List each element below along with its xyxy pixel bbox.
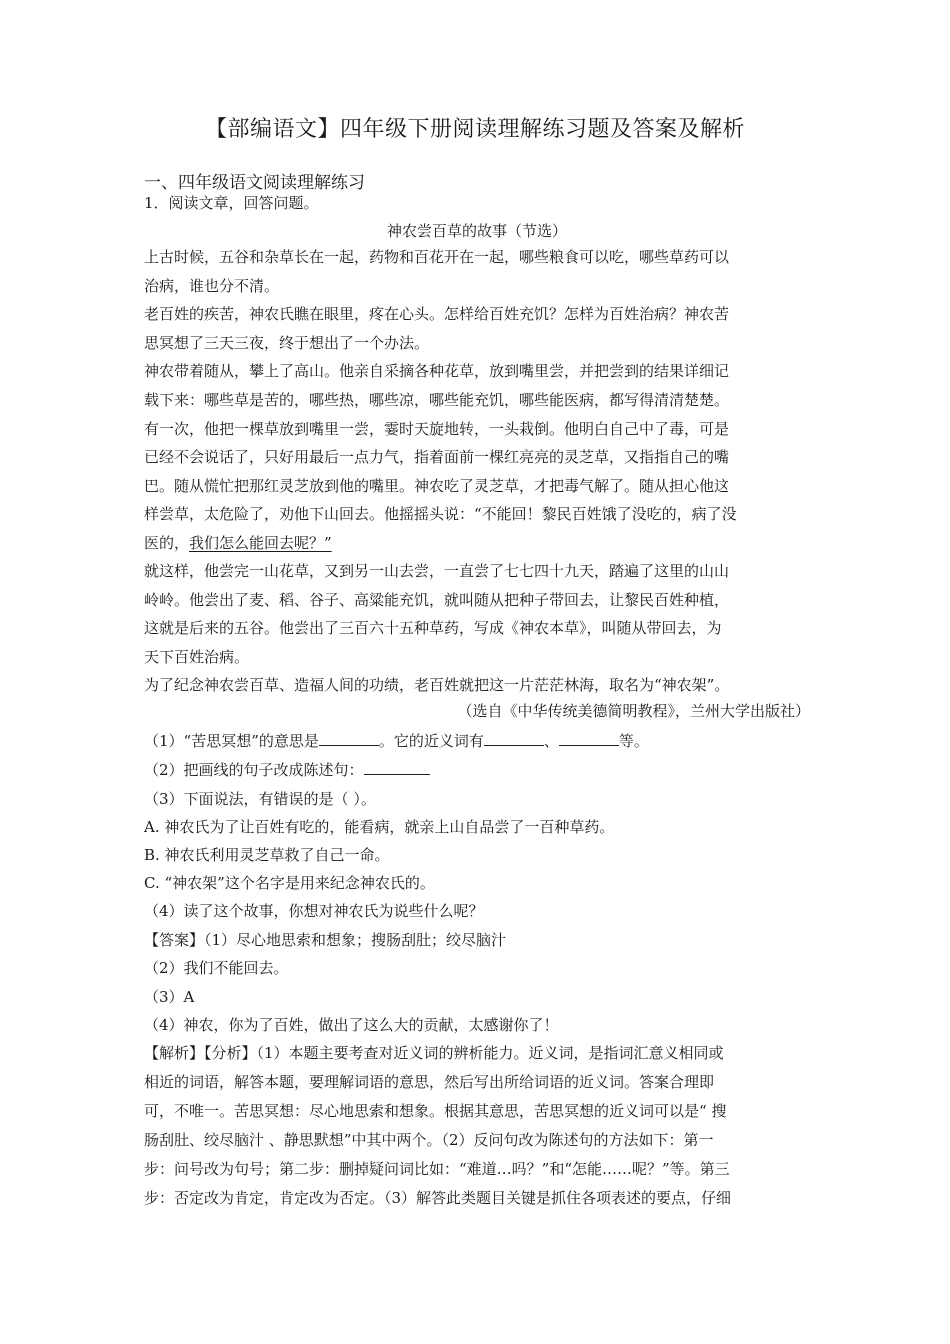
document-title: 【部编语文】四年级下册阅读理解练习题及答案及解析 xyxy=(204,117,745,142)
question-2 xyxy=(144,759,810,781)
analysis-line: 可，不唯一。苦思冥想：尽心地思索和想象。根据其意思，苦思冥想的近义词可以是“ 搜 xyxy=(144,1102,727,1120)
passage-source: （选自《中华传统美德简明教程》，兰州大学出版社） xyxy=(457,702,810,720)
question-1 xyxy=(144,730,810,752)
question-1-text-b: 。它的近义词有 xyxy=(378,732,484,750)
question-1-text-d: 等。 xyxy=(618,732,649,750)
passage-line: 为了纪念神农尝百草、造福人间的功绩，老百姓就把这一片茫茫林海，取名为“神农架”。 xyxy=(144,676,730,695)
passage-line: 巴。随从慌忙把那红灵芝放到他的嘴里。神农吃了灵芝草，才把毒气解了。随从担心他这 xyxy=(144,476,730,495)
answer-2: （2）我们不能回去。 xyxy=(144,959,289,977)
question-1-text: （1）“苦思冥想”的意思是 xyxy=(144,732,319,750)
passage-line: 老百姓的疾苦，神农氏瞧在眼里，疼在心头。怎样给百姓充饥？怎样为百姓治病？神农苦 xyxy=(144,305,730,324)
passage-line: 岭岭。他尝出了麦、稻、谷子、高粱能充饥，就叫随从把种子带回去，让黎民百姓种植， xyxy=(144,590,730,609)
section-heading: 一、四年级语文阅读理解练习 xyxy=(144,173,365,193)
passage-line: 已经不会说话了，只好用最后一点力气，指着面前一棵红亮亮的灵芝草，又指指自己的嘴 xyxy=(144,448,730,467)
answer-blank xyxy=(364,760,430,775)
passage-line: 思冥想了三天三夜，终于想出了一个办法。 xyxy=(144,333,430,352)
answer-blank xyxy=(319,731,379,746)
answer-1: 【答案】（1）尽心地思索和想象；搜肠刮肚；绞尽脑汁 xyxy=(144,931,507,949)
analysis-line: 【解析】【分析】（1）本题主要考查对近义词的辨析能力。近义词，是指词汇意义相同或 xyxy=(144,1044,724,1062)
passage-line-underlined xyxy=(144,532,810,554)
passage-line: 载下来：哪些草是苦的，哪些热，哪些凉，哪些能充饥，哪些能医病，都写得清清楚楚。 xyxy=(144,391,730,409)
question-1-text-c: 、 xyxy=(543,732,559,750)
answer-blank xyxy=(484,731,544,746)
analysis-line: 肠刮肚、绞尽脑汁 、静思默想”中其中两个。（2）反问句改为陈述句的方法如下：第一 xyxy=(144,1131,714,1149)
question-2-text: （2）把画线的句子改成陈述句： xyxy=(144,761,364,779)
passage-line: 有一次，他把一棵草放到嘴里一尝，霎时天旋地转，一头栽倒。他明白自己中了毒，可是 xyxy=(144,419,730,438)
passage-line: 这就是后来的五谷。他尝出了三百六十五种草药，写成《神农本草》，叫随从带回去，为 xyxy=(144,619,722,638)
passage-line: 治病，谁也分不清。 xyxy=(144,276,280,295)
passage-line: 样尝草，太危险了，劝他下山回去。他摇摇头说：“不能回！黎民百姓饿了没吃的，病了没 xyxy=(144,505,737,524)
analysis-line: 步：问号改为句号；第二步：删掉疑问词比如：“难道…吗？”和“怎能……呢？”等。第三 xyxy=(144,1160,730,1178)
question-3: （3）下面说法，有错误的是（ ）。 xyxy=(144,790,376,808)
passage-line: 上古时候，五谷和杂草长在一起，药物和百花开在一起，哪些粮食可以吃，哪些草药可以 xyxy=(144,248,730,266)
analysis-line: 步：否定改为肯定，肯定改为否定。（3）解答此类题目关键是抓住各项表述的要点，仔细 xyxy=(144,1189,732,1207)
passage-line: 就这样，他尝完一山花草，又到另一山去尝，一直尝了七七四十九天，踏遍了这里的山山 xyxy=(144,562,730,580)
option-c: C. “神农架”这个名字是用来纪念神农氏的。 xyxy=(144,874,435,892)
answer-3: （3）A xyxy=(144,988,195,1006)
passage-line: 神农带着随从，攀上了高山。他亲自采摘各种花草，放到嘴里尝，并把尝到的结果详细记 xyxy=(144,362,730,381)
answer-4: （4）神农，你为了百姓，做出了这么大的贡献，太感谢你了！ xyxy=(144,1016,559,1034)
passage-line: 天下百姓治病。 xyxy=(144,647,250,666)
question-intro: 1．阅读文章，回答问题。 xyxy=(144,194,319,212)
question-4: （4）读了这个故事，你想对神农氏为说些什么呢？ xyxy=(144,902,484,920)
option-a: A. 神农氏为了让百姓有吃的，能看病，就亲上山自品尝了一百种草药。 xyxy=(144,818,615,836)
option-b: B. 神农氏利用灵芝草救了自己一命。 xyxy=(144,846,390,864)
passage-title: 神农尝百草的故事（节选） xyxy=(386,222,567,240)
passage-line-prefix: 医的， xyxy=(144,534,190,552)
analysis-line: 相近的词语，解答本题，要理解词语的意思，然后写出所给词语的近义词。答案合理即 xyxy=(144,1073,715,1091)
underlined-sentence: 我们怎么能回去呢？” xyxy=(189,534,332,552)
answer-blank xyxy=(559,731,619,746)
